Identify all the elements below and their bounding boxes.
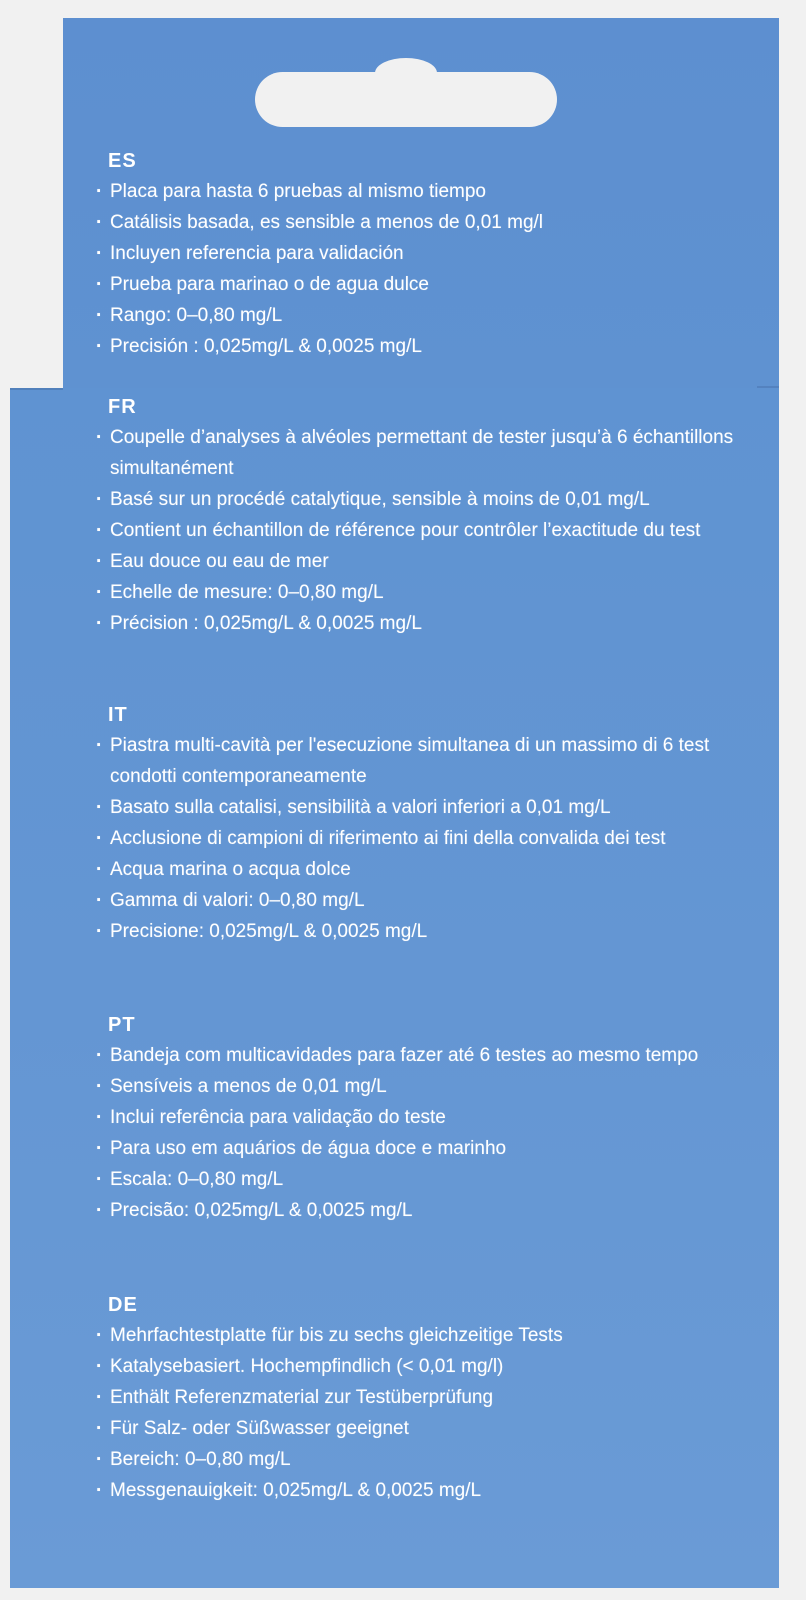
list-item: · Catálisis basada, es sensible a menos de 0,01 mg/l <box>96 212 544 233</box>
list-item: · Enthält Referenzmaterial zur Testüberprüfung <box>96 1387 494 1408</box>
list-item: · Incluyen referencia para validación <box>96 243 404 264</box>
feature-list <box>96 1040 766 1226</box>
list-item: · Katalysebasiert. Hochempfindlich (< 0,01 mg/l) <box>96 1356 504 1377</box>
section-fr <box>96 392 766 639</box>
list-item: · Gamma di valori: 0–0,80 mg/L <box>96 890 365 911</box>
section-heading: DE <box>108 1294 138 1316</box>
list-item: · Bandeja com multicavidades para fazer até 6 testes ao mesmo tempo <box>96 1045 699 1066</box>
list-item: · Inclui referência para validação do teste <box>96 1107 446 1128</box>
list-item: · Für Salz- oder Süßwasser geeignet <box>96 1418 409 1439</box>
list-item: · Para uso em aquários de água doce e marinho <box>96 1138 507 1159</box>
feature-list <box>96 422 766 639</box>
section-pt <box>96 1010 766 1226</box>
section-heading: IT <box>108 704 128 726</box>
list-item: · Bereich: 0–0,80 mg/L <box>96 1449 291 1470</box>
feature-list <box>96 176 766 362</box>
list-item: · Piastra multi-cavità per l'esecuzione simultanea di un massimo di 6 test condotti contemporaneamente <box>96 735 710 787</box>
list-item: · Basé sur un procédé catalytique, sensible à moins de 0,01 mg/L <box>96 489 650 510</box>
feature-list <box>96 730 766 947</box>
list-item: · Messgenauigkeit: 0,025mg/L & 0,0025 mg/L <box>96 1480 482 1501</box>
list-item: · Acclusione di campioni di riferimento ai fini della convalida dei test <box>96 828 666 849</box>
list-item: · Echelle de mesure: 0–0,80 mg/L <box>96 582 384 603</box>
list-item: · Prueba para marinao o de agua dulce <box>96 274 430 295</box>
section-de <box>96 1290 766 1506</box>
list-item: · Mehrfachtestplatte für bis zu sechs gleichzeitige Tests <box>96 1325 563 1346</box>
list-item: · Coupelle d’analyses à alvéoles permettant de tester jusqu’à 6 échantillons simultanément <box>96 427 734 479</box>
hang-hole-notch <box>375 58 437 88</box>
list-item: · Precisão: 0,025mg/L & 0,0025 mg/L <box>96 1200 413 1221</box>
section-it <box>96 700 766 947</box>
card-edge-shadow <box>10 388 63 390</box>
list-item: · Escala: 0–0,80 mg/L <box>96 1169 284 1190</box>
list-item: · Sensíveis a menos de 0,01 mg/L <box>96 1076 387 1097</box>
list-item: · Precisión : 0,025mg/L & 0,0025 mg/L <box>96 336 422 357</box>
list-item: · Rango: 0–0,80 mg/L <box>96 305 283 326</box>
list-item: · Precisione: 0,025mg/L & 0,0025 mg/L <box>96 921 428 942</box>
list-item: · Acqua marina o acqua dolce <box>96 859 351 880</box>
hang-hole <box>255 72 557 127</box>
section-heading: ES <box>108 150 137 172</box>
feature-list <box>96 1320 766 1506</box>
list-item: · Eau douce ou eau de mer <box>96 551 329 572</box>
list-item: · Placa para hasta 6 pruebas al mismo tiempo <box>96 181 486 202</box>
list-item: · Précision : 0,025mg/L & 0,0025 mg/L <box>96 613 422 634</box>
card-edge-shadow-right <box>757 386 779 388</box>
section-heading: PT <box>108 1014 136 1036</box>
list-item: · Contient un échantillon de référence pour contrôler l’exactitude du test <box>96 520 701 541</box>
section-heading: FR <box>108 396 137 418</box>
list-item: · Basato sulla catalisi, sensibilità a valori inferiori a 0,01 mg/L <box>96 797 611 818</box>
section-es <box>96 146 766 362</box>
